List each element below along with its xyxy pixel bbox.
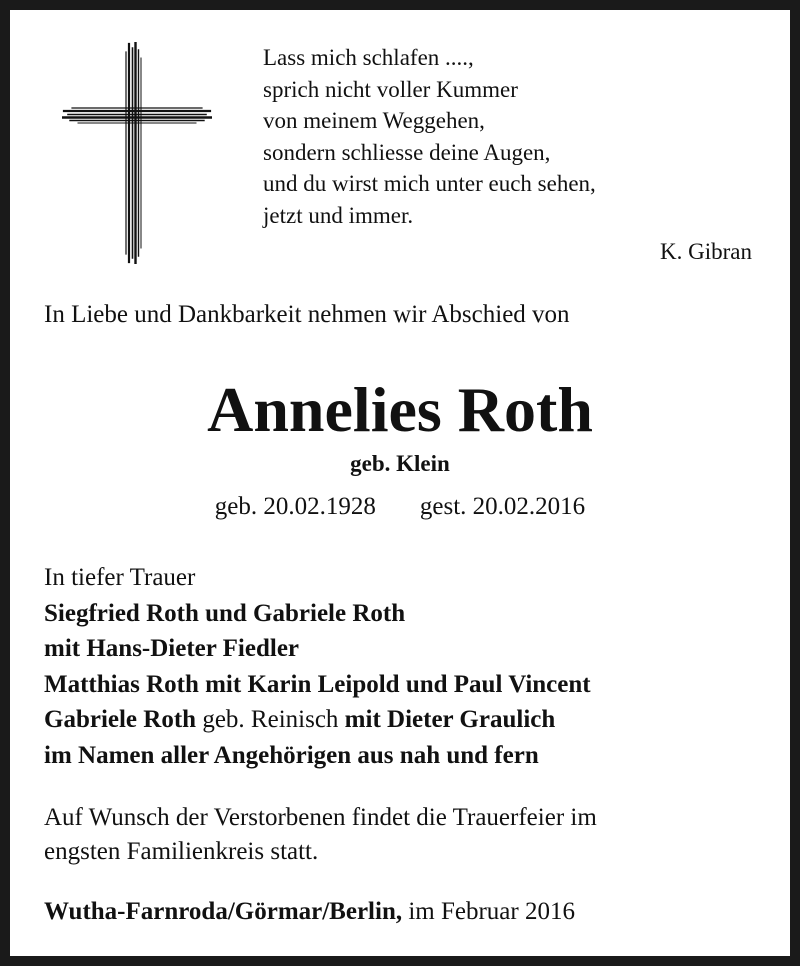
mourner-line: im Namen aller Angehörigen aus nah und fern [44, 741, 539, 769]
poem-line: Lass mich schlafen ...., [263, 45, 474, 70]
signoff-place: Wutha-Farnroda/Görmar/Berlin, [44, 898, 403, 925]
mourners-list [44, 560, 591, 773]
poem-line: sprich nicht voller Kummer [263, 76, 518, 102]
poem [263, 42, 596, 231]
death-date: gest. 20.02.2016 [419, 493, 586, 520]
deceased-name: Annelies Roth [207, 374, 593, 445]
signoff-date: im Februar 2016 [402, 898, 575, 925]
poem-line: und du wirst mich unter euch sehen, [263, 171, 596, 196]
poem-line: sondern schliesse deine Augen, [263, 139, 551, 165]
poem-author: K. Gibran [660, 239, 752, 264]
mourner-name: Gabriele Roth [44, 706, 197, 733]
mourner-line: mit Hans-Dieter Fiedler [44, 635, 300, 662]
life-dates [10, 493, 790, 521]
farewell-intro: In Liebe und Dankbarkeit nehmen wir Abschied von [44, 301, 570, 328]
mourner-partner: mit Dieter Graulich [344, 706, 556, 733]
mourner-line: Matthias Roth mit Karin Leipold und Paul Vincent [44, 670, 591, 698]
mourner-line: Siegfried Roth und Gabriele Roth [44, 599, 406, 627]
notice-line: Auf Wunsch der Verstorbenen findet die Trauerfeier im [44, 804, 597, 831]
cross-icon [62, 42, 212, 264]
maiden-name: geb. Klein [350, 451, 450, 476]
poem-line: jetzt und immer. [263, 202, 414, 228]
birth-date: geb. 20.02.1928 [214, 493, 376, 520]
mourners-heading: In tiefer Trauer [44, 564, 196, 591]
mourner-maiden-name: geb. Reinisch [196, 706, 345, 733]
poem-line: von meinem Weggehen, [263, 108, 485, 133]
notice-line: engsten Familienkreis statt. [44, 838, 319, 865]
mourner-line [44, 702, 591, 738]
place-and-date [44, 898, 575, 926]
funeral-notice [44, 801, 597, 869]
